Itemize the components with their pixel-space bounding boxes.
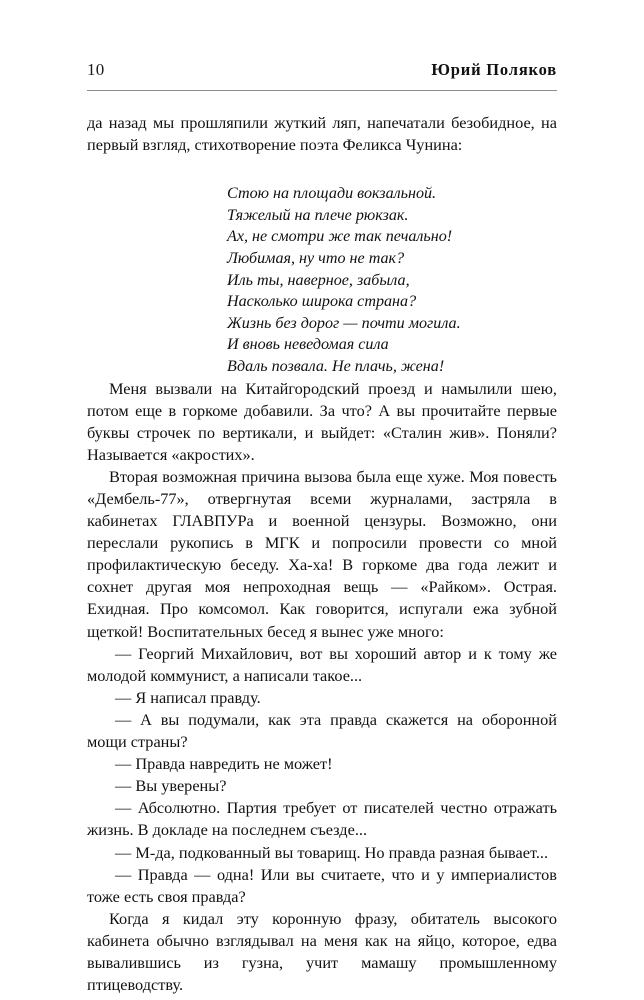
page-number: 10 <box>87 60 105 79</box>
dialogue-line: — Я написал правду. <box>115 687 261 707</box>
dialogue-line: — Правда навредить не может! <box>115 754 333 774</box>
verse-line: И вновь неведомая сила <box>227 336 389 354</box>
verse-line: Стою на площади вокзальной. <box>227 185 437 203</box>
verse-line: Иль ты, наверное, забыла, <box>227 271 410 289</box>
verse-line: Ах, не смотри же так печально! <box>227 228 453 246</box>
dialogue-line: — Георгий Михайлович, вот вы хороший автор и к тому же молодой коммунист, а написали такое... <box>87 643 557 685</box>
verse-block <box>87 183 557 377</box>
dialogue-line: — А вы подумали, как эта правда скажется на оборонной мощи страны? <box>87 709 557 752</box>
paragraph-closing: Когда я кидал эту коронную фразу, обитатель высокого кабинета обычно взглядывал на меня как на яйцо, которое, едва вывалившись из гузна, учит мамашу промышленному птицеводству. <box>87 908 557 995</box>
paragraph-intro: да назад мы прошляпили жуткий ляп, напечатали безобидное, на первый взгляд, стихотворение поэта Феликса Чунина: <box>87 113 557 155</box>
verse-line: Тяжелый на плече рюкзак. <box>227 206 409 224</box>
verse-line: Жизнь без дорог — почти могила. <box>227 314 461 332</box>
text-block <box>87 112 557 996</box>
author-name: Юрий Поляков <box>431 60 557 79</box>
verse-line: Любимая, ну что не так? <box>227 249 405 267</box>
paragraph-second-reason: Вторая возможная причина вызова была еще хуже. Моя повесть «Дембель-77», отвергнутая всеми журналами, застряла в кабинетах ГЛАВПУРа и военной цензуры. Возможно, они переслали рукопись в МГК и попросили провести со мной профилактическую беседу. Ха-ха! В горкоме два года лежит и сохнет другая моя непроходная вещь — «Райком». Острая. Ехидная. Про комсомол. Как говорится, испугали ежа зубной щеткой! Воспитательных бесед я вынес уже много: <box>87 466 557 641</box>
verse-line: Насколько широка страна? <box>227 293 417 311</box>
header-rule <box>87 90 557 91</box>
dialogue-line: — Правда — одна! Или вы считаете, что и у империалистов тоже есть своя правда? <box>87 864 557 906</box>
dialogue-line: — Вы уверены? <box>115 776 227 796</box>
verse-line: Вдаль позвала. Не плачь, жена! <box>227 357 445 375</box>
dialogue-line: — Абсолютно. Партия требует от писателей честно отражать жизнь. В докладе на последнем съезде... <box>87 798 557 840</box>
running-head <box>87 60 557 80</box>
dialogue-line: — М-да, подкованный вы товарищ. Но правда разная бывает... <box>115 842 549 862</box>
paragraph-acrostic: Меня вызвали на Китайгородский проезд и намылили шею, потом еще в горкоме добавили. За что? А вы прочитайте первые буквы строчек по вертикали, и выйдет: «Сталин жив». Поняли? Называется «акростих». <box>87 378 557 464</box>
